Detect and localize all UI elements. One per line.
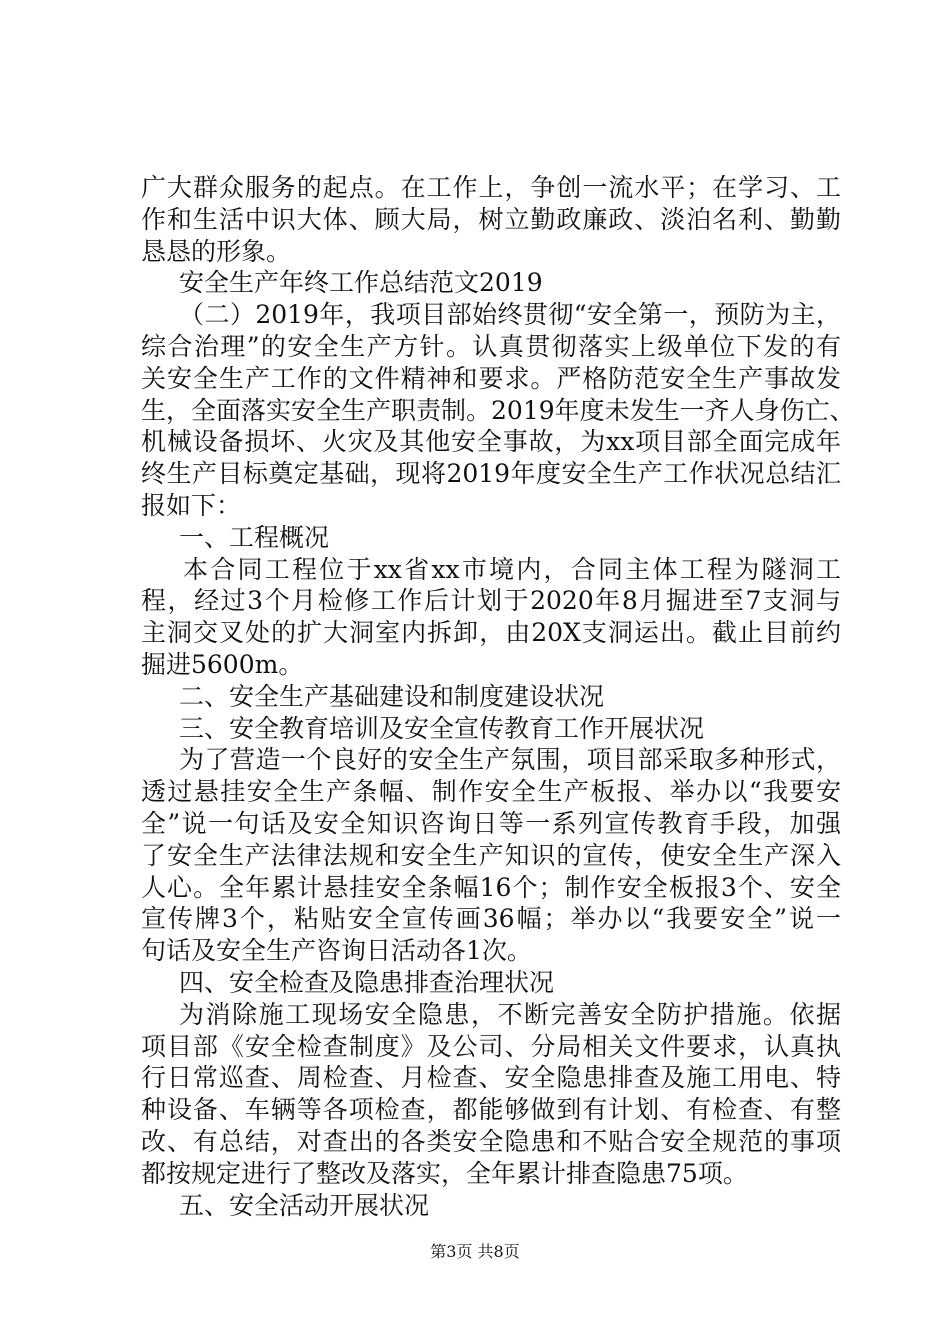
document-body [141,172,855,1221]
text-line: 五、安全活动开展状况 [179,1190,430,1220]
text-line: 透过悬挂安全生产条幅、制作安全生产板报、举办以“我要安 [141,777,841,807]
text-line: 安全生产年终工作总结范文2019 [179,268,543,298]
text-line: 行日常巡查、周检查、月检查、安全隐患排查及施工用电、特 [141,1063,841,1093]
text-line: 句话及安全生产咨询日活动各1次。 [141,936,532,966]
text-line: 终生产目标奠定基础，现将2019年度安全生产工作状况总结汇 [141,459,841,489]
text-line: 主洞交叉处的扩大洞室内拆卸，由20X支洞运出。截止目前约 [141,618,841,648]
text-line: 了安全生产法律法规和安全生产知识的宣传，使安全生产深入 [141,840,841,870]
text-line: 改、有总结，对查出的各类安全隐患和不贴合安全规范的事项 [141,1126,841,1156]
text-line: 关安全生产工作的文件精神和要求。严格防范安全生产事故发 [141,363,841,393]
text-line: 广大群众服务的起点。在工作上，争创一流水平；在学习、工 [141,173,841,202]
text-line: 二、安全生产基础建设和制度建设状况 [179,681,605,711]
page-number: 第3页 共8页 [430,1242,520,1261]
text-line: （二）2019年，我项目部始终贯彻“安全第一，预防为主， [179,300,841,330]
text-line: 机械设备损坏、火灾及其他安全事故，为xx项目部全面完成年 [141,427,841,457]
text-line: 都按规定进行了整改及落实，全年累计排查隐患75项。 [141,1158,748,1188]
text-line: 报如下： [141,490,242,520]
text-line: 作和生活中识大体、顾大局，树立勤政廉政、淡泊名利、勤勤 [141,204,841,234]
text-line: 恳恳的形象。 [141,236,292,266]
text-line: 项目部《安全检查制度》及公司、分局相关文件要求，认真执 [141,1031,841,1061]
text-line: 综合治理”的安全生产方针。认真贯彻落实上级单位下发的有 [141,331,841,361]
text-line: 人心。全年累计悬挂安全条幅16个；制作安全板报3个、安全 [141,872,841,902]
text-line: 三、安全教育培训及安全宣传教育工作开展状况 [179,713,705,743]
text-line: 掘进5600m。 [141,649,304,679]
text-line: 一、工程概况 [179,522,330,552]
text-line: 种设备、车辆等各项检查，都能够做到有计划、有检查、有整 [141,1095,841,1125]
page-footer [0,1242,950,1262]
text-line: 程，经过3个月检修工作后计划于2020年8月掘进至7支洞与 [141,586,841,616]
text-line: 生，全面落实安全生产职责制。2019年度未发生一齐人身伤亡、 [141,395,855,425]
text-line: 为了营造一个良好的安全生产氛围，项目部采取多种形式， [179,745,841,775]
text-line: 四、安全检查及隐患排查治理状况 [179,967,555,997]
text-line: 本合同工程位于xx省xx市境内，合同主体工程为隧洞工 [183,554,841,584]
text-line: 全”说一句话及安全知识咨询日等一系列宣传教育手段，加强 [141,808,841,838]
text-line: 宣传牌3个，粘贴安全宣传画36幅；举办以“我要安全”说一 [141,904,841,934]
text-line: 为消除施工现场安全隐患，不断完善安全防护措施。依据 [179,999,841,1029]
